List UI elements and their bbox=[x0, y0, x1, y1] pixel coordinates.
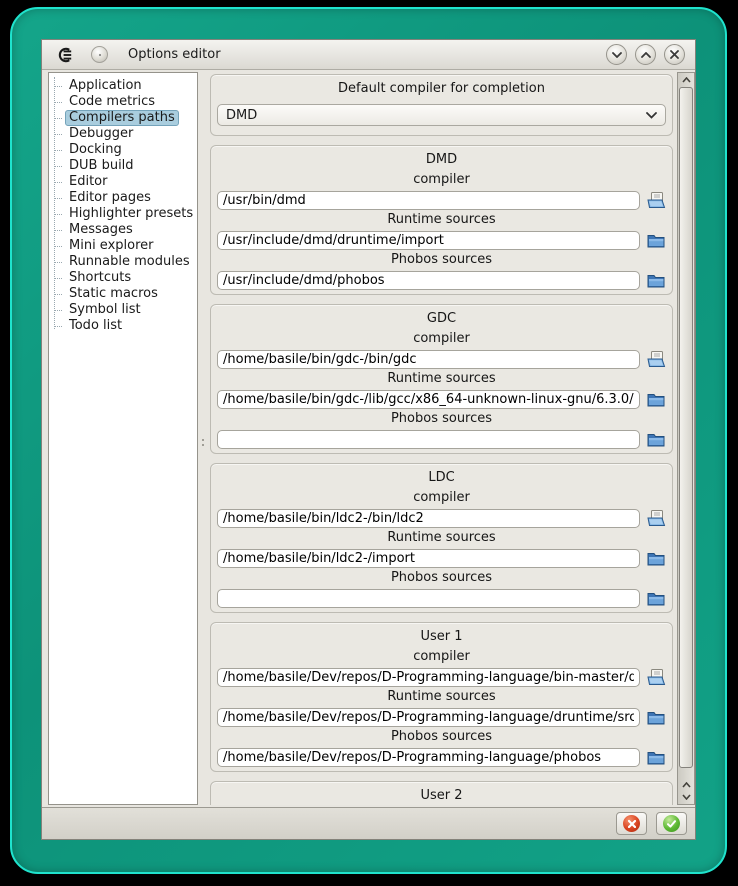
open-file-icon[interactable] bbox=[646, 669, 666, 686]
compiler-group-gdc bbox=[210, 304, 673, 454]
sidebar-item-editor[interactable]: Editor bbox=[49, 174, 197, 190]
compiler-label: compiler bbox=[413, 172, 470, 187]
chevron-up-icon bbox=[682, 77, 691, 83]
group-title: User 2 bbox=[420, 788, 463, 803]
phobos-sources-label: Phobos sources bbox=[390, 729, 493, 744]
coedit-logo-icon bbox=[56, 47, 75, 63]
sidebar-item-runnable-modules[interactable]: Runnable modules bbox=[49, 254, 197, 270]
compiler-label: compiler bbox=[413, 649, 470, 664]
default-compiler-select[interactable] bbox=[217, 104, 666, 126]
sidebar-item-editor-pages[interactable]: Editor pages bbox=[49, 190, 197, 206]
group-title: DMD bbox=[425, 152, 458, 167]
window-frame bbox=[10, 7, 727, 874]
accept-check-icon bbox=[663, 815, 680, 832]
tree-connector bbox=[54, 165, 62, 167]
options-editor-dialog bbox=[41, 39, 696, 840]
sidebar-item-dub-build[interactable]: DUB build bbox=[49, 158, 197, 174]
folder-icon[interactable] bbox=[646, 431, 666, 448]
scroll-up-button[interactable] bbox=[678, 74, 694, 86]
runtime-sources-label: Runtime sources bbox=[387, 371, 496, 386]
tree-connector bbox=[54, 229, 62, 231]
dmd-runtime-input[interactable] bbox=[217, 231, 640, 250]
runtime-sources-label: Runtime sources bbox=[387, 689, 496, 704]
folder-icon[interactable] bbox=[646, 749, 666, 766]
gdc-runtime-input[interactable] bbox=[217, 390, 640, 409]
compiler-label: compiler bbox=[413, 490, 470, 505]
runtime-sources-label: Runtime sources bbox=[387, 530, 496, 545]
cancel-cross-icon bbox=[623, 815, 640, 832]
ldc-runtime-input[interactable] bbox=[217, 549, 640, 568]
user1-runtime-input[interactable] bbox=[217, 708, 640, 727]
chevron-down-icon bbox=[612, 52, 622, 58]
tree-connector bbox=[54, 213, 62, 215]
dmd-phobos-input[interactable] bbox=[217, 271, 640, 290]
tree-connector bbox=[54, 277, 62, 279]
group-title: Default compiler for completion bbox=[338, 81, 545, 96]
open-file-icon[interactable] bbox=[646, 192, 666, 209]
tree-connector bbox=[54, 85, 62, 87]
ldc-phobos-input[interactable] bbox=[217, 589, 640, 608]
accept-button[interactable] bbox=[656, 812, 687, 835]
sidebar-item-application[interactable]: Application bbox=[49, 78, 197, 94]
folder-icon[interactable] bbox=[646, 590, 666, 607]
sidebar-item-static-macros[interactable]: Static macros bbox=[49, 286, 197, 302]
folder-icon[interactable] bbox=[646, 391, 666, 408]
compilers-paths-panel bbox=[209, 72, 695, 805]
phobos-sources-label: Phobos sources bbox=[390, 411, 493, 426]
minimize-button[interactable] bbox=[606, 44, 627, 65]
sidebar-item-highlighter-presets[interactable]: Highlighter presets bbox=[49, 206, 197, 222]
user1-compiler-input[interactable] bbox=[217, 668, 640, 687]
content-area bbox=[42, 70, 695, 807]
cancel-button[interactable] bbox=[616, 812, 647, 835]
tree-connector bbox=[54, 197, 62, 199]
scrollbar-thumb[interactable] bbox=[679, 87, 693, 768]
tree-connector bbox=[54, 325, 62, 327]
sidebar-item-docking[interactable]: Docking bbox=[49, 142, 197, 158]
folder-icon[interactable] bbox=[646, 550, 666, 567]
close-button[interactable] bbox=[664, 44, 685, 65]
runtime-sources-label: Runtime sources bbox=[387, 212, 496, 227]
group-title: GDC bbox=[426, 311, 457, 326]
sidebar-item-symbol-list[interactable]: Symbol list bbox=[49, 302, 197, 318]
gdc-compiler-input[interactable] bbox=[217, 350, 640, 369]
close-icon bbox=[670, 50, 679, 59]
tree-connector bbox=[54, 245, 62, 247]
groups-scroll-area bbox=[210, 72, 673, 805]
phobos-sources-label: Phobos sources bbox=[390, 570, 493, 585]
tree-connector bbox=[54, 149, 62, 151]
folder-icon[interactable] bbox=[646, 232, 666, 249]
category-list bbox=[49, 73, 197, 334]
sidebar-item-messages[interactable]: Messages bbox=[49, 222, 197, 238]
tree-connector bbox=[54, 293, 62, 295]
vertical-scrollbar[interactable] bbox=[677, 72, 695, 805]
folder-icon[interactable] bbox=[646, 272, 666, 289]
sidebar-item-mini-explorer[interactable]: Mini explorer bbox=[49, 238, 197, 254]
default-compiler-group bbox=[210, 74, 673, 136]
user1-phobos-input[interactable] bbox=[217, 748, 640, 767]
phobos-sources-label: Phobos sources bbox=[390, 252, 493, 267]
tree-connector bbox=[54, 117, 62, 119]
chevron-up-icon bbox=[641, 52, 651, 58]
splitter-handle[interactable] bbox=[198, 70, 209, 807]
compiler-group-user1 bbox=[210, 622, 673, 772]
scroll-up-button-2[interactable] bbox=[678, 779, 694, 791]
tree-connector bbox=[54, 101, 62, 103]
sidebar-item-code-metrics[interactable]: Code metrics bbox=[49, 94, 197, 110]
scroll-down-button[interactable] bbox=[678, 791, 694, 803]
compiler-group-user2 bbox=[210, 781, 673, 805]
titlebar[interactable] bbox=[42, 40, 695, 70]
sidebar-item-todo-list[interactable]: Todo list bbox=[49, 318, 197, 334]
window-title: Options editor bbox=[128, 47, 221, 62]
chevron-up-icon bbox=[682, 782, 691, 788]
chevron-down-icon bbox=[646, 112, 657, 119]
group-title: LDC bbox=[428, 470, 455, 485]
tree-connector bbox=[54, 261, 62, 263]
maximize-button[interactable] bbox=[635, 44, 656, 65]
group-title: User 1 bbox=[420, 629, 463, 644]
sidebar-item-compilers-paths[interactable]: Compilers paths bbox=[49, 110, 197, 126]
tree-connector bbox=[54, 133, 62, 135]
open-file-icon[interactable] bbox=[646, 351, 666, 368]
sidebar-item-shortcuts[interactable]: Shortcuts bbox=[49, 270, 197, 286]
open-file-icon[interactable] bbox=[646, 510, 666, 527]
tree-connector bbox=[54, 309, 62, 311]
gdc-phobos-input[interactable] bbox=[217, 430, 640, 449]
tree-connector bbox=[54, 181, 62, 183]
compiler-group-ldc bbox=[210, 463, 673, 613]
dmd-compiler-input[interactable] bbox=[217, 191, 640, 210]
compiler-group-dmd bbox=[210, 145, 673, 295]
category-tree bbox=[48, 72, 198, 805]
ldc-compiler-input[interactable] bbox=[217, 509, 640, 528]
dialog-button-bar bbox=[42, 807, 695, 839]
folder-icon[interactable] bbox=[646, 709, 666, 726]
sidebar-item-debugger[interactable]: Debugger bbox=[49, 126, 197, 142]
selected-compiler-value: DMD bbox=[226, 107, 258, 123]
chevron-down-icon bbox=[682, 794, 691, 800]
window-menu-button[interactable] bbox=[91, 46, 108, 63]
compiler-label: compiler bbox=[413, 331, 470, 346]
